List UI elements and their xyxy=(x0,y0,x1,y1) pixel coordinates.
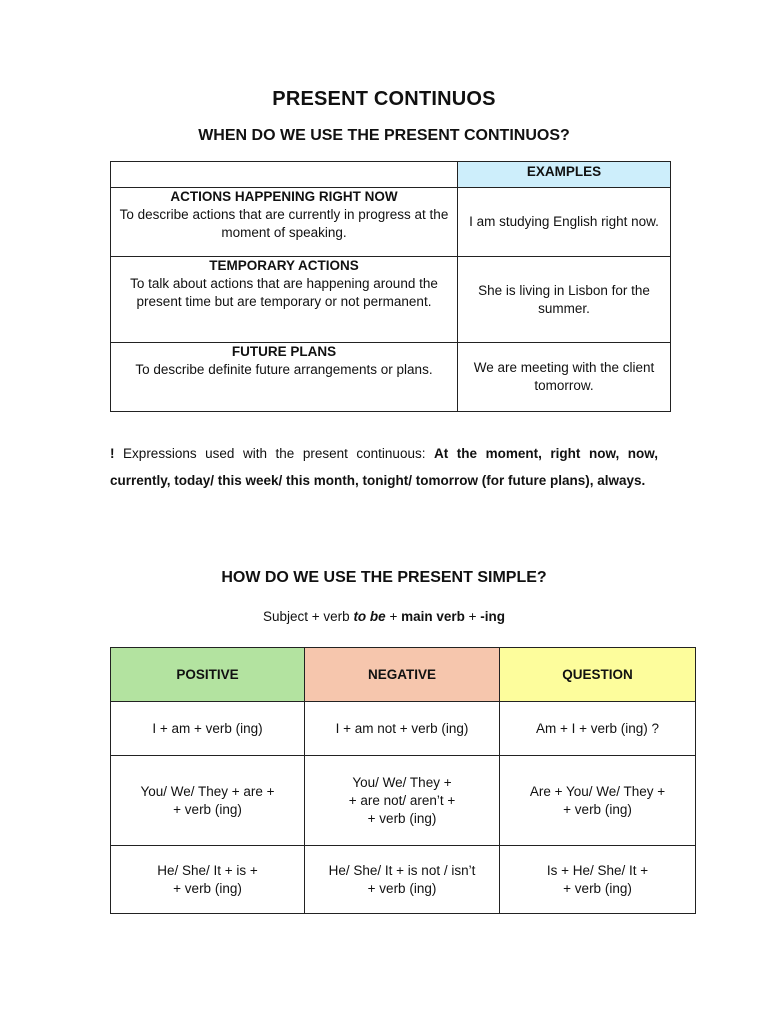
expressions-list: At the moment, right now, now, currently, today/ this week/ this month, tonight/ tomorrow (for future plans), always. xyxy=(110,446,658,488)
table-row xyxy=(111,188,671,257)
formula-part: + xyxy=(385,609,402,624)
positive-cell xyxy=(111,846,305,914)
formula-to-be: to be xyxy=(353,609,386,624)
uses-table xyxy=(110,161,671,412)
example-cell: She is living in Lisbon for the summer. xyxy=(458,257,671,343)
structure-formula xyxy=(0,609,768,624)
formula-part: Subject + verb xyxy=(263,609,354,624)
cell-line: + verb (ing) xyxy=(367,810,437,826)
use-description: To talk about actions that are happening around the present time but are temporary or not permanent. xyxy=(130,276,438,309)
table-row xyxy=(111,756,696,846)
negative-cell xyxy=(305,756,500,846)
positive-cell xyxy=(111,756,305,846)
table-row xyxy=(111,257,671,343)
negative-cell xyxy=(305,702,500,756)
negative-header: NEGATIVE xyxy=(305,648,500,702)
formula-ing: -ing xyxy=(480,609,505,624)
table-row xyxy=(111,343,671,412)
examples-header: EXAMPLES xyxy=(458,162,671,188)
question-header: QUESTION xyxy=(500,648,696,702)
uses-table-header-row xyxy=(111,162,671,188)
cell-line: I + am + verb (ing) xyxy=(152,720,263,736)
cell-line: He/ She/ It + is + xyxy=(157,862,258,878)
use-cell xyxy=(111,343,458,412)
cell-line: Am + I + verb (ing) ? xyxy=(535,720,660,736)
use-cell xyxy=(111,188,458,257)
expressions-intro: Expressions used with the present continuous: xyxy=(114,446,435,461)
section-heading-how: HOW DO WE USE THE PRESENT SIMPLE? xyxy=(221,569,547,586)
forms-table xyxy=(110,647,696,914)
section-heading-when: WHEN DO WE USE THE PRESENT CONTINUOS? xyxy=(198,127,570,144)
table-row xyxy=(111,846,696,914)
cell-line: + verb (ing) xyxy=(367,880,437,896)
uses-header-blank xyxy=(111,162,458,188)
use-title: ACTIONS HAPPENING RIGHT NOW xyxy=(170,189,398,204)
use-cell xyxy=(111,257,458,343)
negative-cell xyxy=(305,846,500,914)
question-cell xyxy=(500,702,696,756)
formula-part: + xyxy=(464,609,481,624)
question-cell xyxy=(500,756,696,846)
page-title: PRESENT CONTINUOS xyxy=(272,88,496,110)
cell-line: You/ We/ They + are + xyxy=(140,783,275,799)
use-description: To describe definite future arrangements or plans. xyxy=(135,362,433,377)
forms-table-header-row xyxy=(111,648,696,702)
use-title: TEMPORARY ACTIONS xyxy=(209,258,359,273)
positive-header: POSITIVE xyxy=(111,648,305,702)
example-cell: We are meeting with the client tomorrow. xyxy=(458,343,671,412)
cell-line: + verb (ing) xyxy=(173,880,242,896)
formula-main-verb: main verb xyxy=(401,609,465,624)
cell-line: You/ We/ They + xyxy=(352,774,452,790)
cell-line: I + am not + verb (ing) xyxy=(335,720,469,736)
cell-line: Is + He/ She/ It + xyxy=(546,862,649,878)
cell-line: He/ She/ It + is not / isn’t xyxy=(328,862,476,878)
cell-line: Are + You/ We/ They + xyxy=(529,783,666,799)
use-title: FUTURE PLANS xyxy=(231,344,337,359)
cell-line: + verb (ing) xyxy=(563,880,632,896)
cell-line: + are not/ aren’t + xyxy=(348,792,456,808)
cell-line: + verb (ing) xyxy=(173,801,242,817)
use-description: To describe actions that are currently in progress at the moment of speaking. xyxy=(119,207,449,240)
question-cell xyxy=(500,846,696,914)
table-row xyxy=(111,702,696,756)
cell-line: + verb (ing) xyxy=(563,801,632,817)
expressions-note xyxy=(110,440,658,494)
exclamation-icon: ! xyxy=(110,446,115,461)
example-cell: I am studying English right now. xyxy=(458,188,671,257)
positive-cell xyxy=(111,702,305,756)
